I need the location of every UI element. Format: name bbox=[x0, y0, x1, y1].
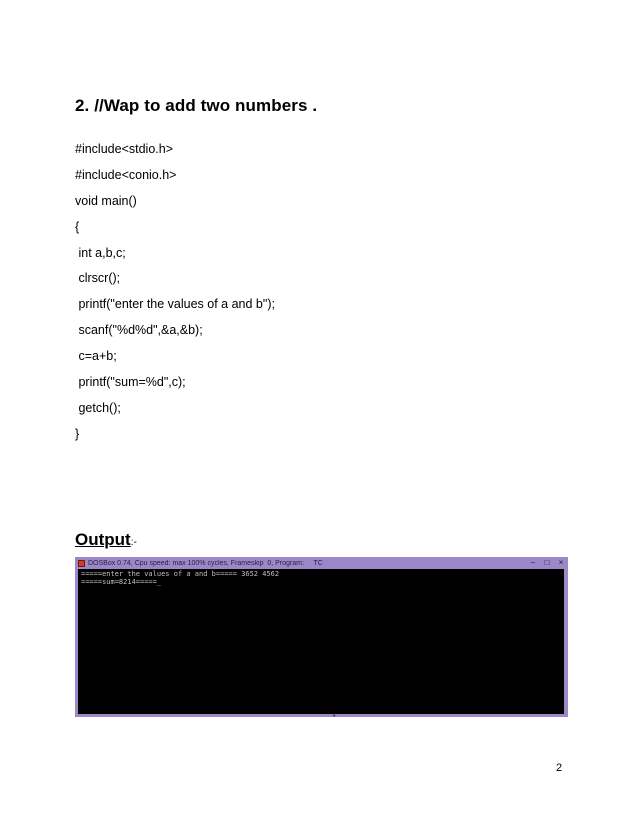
code-line: void main() bbox=[75, 193, 137, 208]
code-line: #include<conio.h> bbox=[75, 167, 177, 182]
maximize-icon: □ bbox=[544, 558, 550, 567]
code-line: { bbox=[75, 219, 80, 234]
cursor-mark: • bbox=[333, 713, 336, 720]
minimize-icon: – bbox=[530, 558, 536, 567]
console-line: =====enter the values of a and b===== 3652 4562 bbox=[81, 570, 280, 578]
code-listing bbox=[75, 142, 275, 453]
code-line: printf("sum=%d",c); bbox=[75, 375, 186, 390]
code-line: } bbox=[75, 426, 80, 441]
code-line: scanf("%d%d",&a,&b); bbox=[75, 323, 203, 338]
code-line: c=a+b; bbox=[75, 349, 117, 364]
dosbox-app-icon bbox=[78, 560, 85, 567]
dosbox-title: DOSBox 0.74, Cpu speed: max 100% cycles, Frameskip 0, Program: TC bbox=[88, 559, 323, 567]
output-label-text: Output bbox=[75, 530, 131, 549]
close-icon: × bbox=[558, 558, 564, 567]
section-heading: 2. //Wap to add two numbers . bbox=[75, 96, 318, 115]
code-line: printf("enter the values of a and b"); bbox=[75, 297, 275, 312]
dosbox-titlebar bbox=[75, 557, 568, 569]
code-line: getch(); bbox=[75, 400, 121, 415]
page-number: 2 bbox=[556, 762, 563, 774]
output-label bbox=[75, 530, 137, 550]
code-line: clrscr(); bbox=[75, 271, 121, 286]
dosbox-console bbox=[78, 569, 564, 714]
code-line: int a,b,c; bbox=[75, 245, 126, 260]
console-line: =====sum=8214=====_ bbox=[81, 578, 162, 586]
code-line: #include<stdio.h> bbox=[75, 142, 173, 156]
dosbox-window-screenshot bbox=[75, 557, 568, 717]
output-label-suffix: :- bbox=[130, 537, 137, 548]
